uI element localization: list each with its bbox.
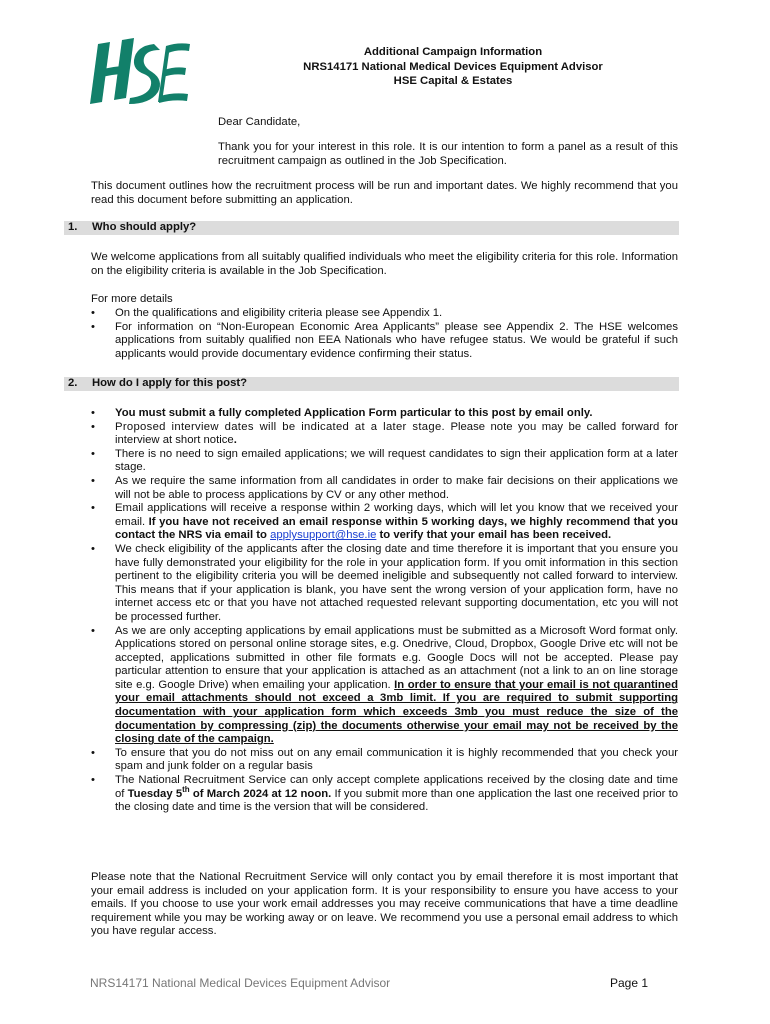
bullet-icon: • — [91, 447, 95, 460]
header-title: Additional Campaign Information — [363, 46, 543, 58]
list-item: • We check eligibility of the applicants after the closing date and time therefore it is important that you ensure you have fully demonstrated your eligibility for the role in your application form. If you omit information in this section pertinent to the eligibility criteria you will be deemed ineligible and subsequently not called forward to interview. This means that if your application is blank, you have sent the wrong version of your application form, have no internet access etc or that you have not attached requested relevant supporting documentation, etc you will not be processed further. — [89, 543, 678, 625]
bullet-icon: • — [91, 474, 95, 487]
closing-paragraph: Please note that the National Recruitment Service will only contact you by email therefore it is most important that your email address is included on your application form. It is your responsibility to ensure you have access to your emails. If you choose to use your work email addresses you may receive communications that have a time deadline requirement while you may be working away or on leave. We recommend you use a personal email address to which you have regular access. — [91, 871, 678, 938]
bullet-icon: • — [91, 407, 95, 419]
list-item: • Email applications will receive a response within 2 working days, which will let you know that we received your email. If you have not received an email response within 5 working days, we highly recommend that you contact the NRS via email to applysupport@hse.ie to verify that your email has been received. — [89, 502, 678, 543]
hse-logo — [84, 36, 192, 110]
applysupport-email-link[interactable]: applysupport@hse.ie — [270, 529, 377, 542]
bullet-icon: • — [91, 774, 95, 787]
list-item: • On the qualifications and eligibility criteria please see Appendix 1. — [89, 307, 678, 321]
more-details: For more details — [91, 293, 173, 305]
section-1-heading — [64, 221, 679, 235]
header-department: HSE Capital & Estates — [393, 75, 513, 87]
page-number: Page 1 — [610, 976, 649, 990]
list-item: • There is no need to sign emailed applications; we will request candidates to sign their application form at a later stage. — [89, 448, 678, 475]
list-item: • You must submit a fully completed Application Form particular to this post by email only. — [89, 407, 678, 421]
section-1-paragraph: We welcome applications from all suitably qualified individuals who meet the eligibility criteria for this role. Information on the eligibility criteria is available in the Job Specification. — [91, 251, 678, 277]
footer-campaign: NRS14171 National Medical Devices Equipment Advisor — [90, 976, 391, 990]
intro-thanks: Thank you for your interest in this role. It is our intention to form a panel as a result of this recruitment campaign as outlined in the Job Specification. — [218, 141, 678, 167]
list-item: • For information on “Non-European Economic Area Applicants” please see Appendix 2. The HSE welcomes applications from suitably qualified non EEA Nationals who have refugee status. We would be grateful if such applicants would provide documentary evidence confirming their status. — [89, 321, 678, 362]
document-header — [218, 45, 688, 89]
list-item: • As we are only accepting applications by email applications must be submitted as a Microsoft Word format only. Applications stored on personal online storage sites, e.g. Onedrive, Cloud, Dropbox, Google Drive etc will not be accepted, applications submitted in other file formats e.g. Google Docs will not be accepted. Please pay particular attention to ensure that your application is attached as an attachment (not a link to an on line storage site e.g. Google Drive) when emailing your application. In order to ensure that your email is not quarantined your email attachments should not exceed a 3mb limit. If you are required to submit supporting documentation with your application form which exceeds 3mb you must reduce the size of the documentation by compressing (zip) the documents otherwise your email may not be received by the closing date of the campaign. — [89, 625, 678, 747]
bullet-icon: • — [91, 746, 95, 759]
list-item: • To ensure that you do not miss out on any email communication it is highly recommended that you check your spam and junk folder on a regular basis — [89, 747, 678, 774]
header-campaign: NRS14171 National Medical Devices Equipment Advisor — [303, 60, 603, 73]
section-2-bullets — [89, 407, 678, 815]
section-2-heading — [64, 377, 679, 391]
bullet-icon: • — [91, 502, 95, 515]
logo-text: HSE — [84, 36, 87, 37]
section-1-number: 1. — [68, 221, 78, 233]
bullet-icon: • — [91, 307, 95, 319]
bullet-icon: • — [91, 624, 95, 637]
section-1-bullets — [89, 307, 678, 361]
section-2-title: How do I apply for this post? — [92, 377, 248, 389]
bullet-icon: • — [91, 420, 95, 433]
intro-outline: This document outlines how the recruitment process will be run and important dates. We highly recommend that you read this document before submitting an application. — [91, 180, 678, 206]
list-item: • The National Recruitment Service can only accept complete applications received by the closing date and time of Tuesday 5th of March 2024 at 12 noon. If you submit more than one application the last one received prior to the closing date and time is the version that will be considered. — [89, 774, 678, 815]
bullet-icon: • — [91, 320, 95, 333]
section-2-number: 2. — [68, 377, 78, 389]
greeting: Dear Candidate, — [218, 116, 301, 128]
list-item: • Proposed interview dates will be indicated at a later stage. Please note you may be called forward for interview at short notice. — [89, 421, 678, 448]
list-item: • As we require the same information from all candidates in order to make fair decisions on their applications we will not be able to process applications by CV or any other method. — [89, 475, 678, 502]
bullet-icon: • — [91, 542, 95, 555]
section-1-title: Who should apply? — [92, 221, 197, 233]
